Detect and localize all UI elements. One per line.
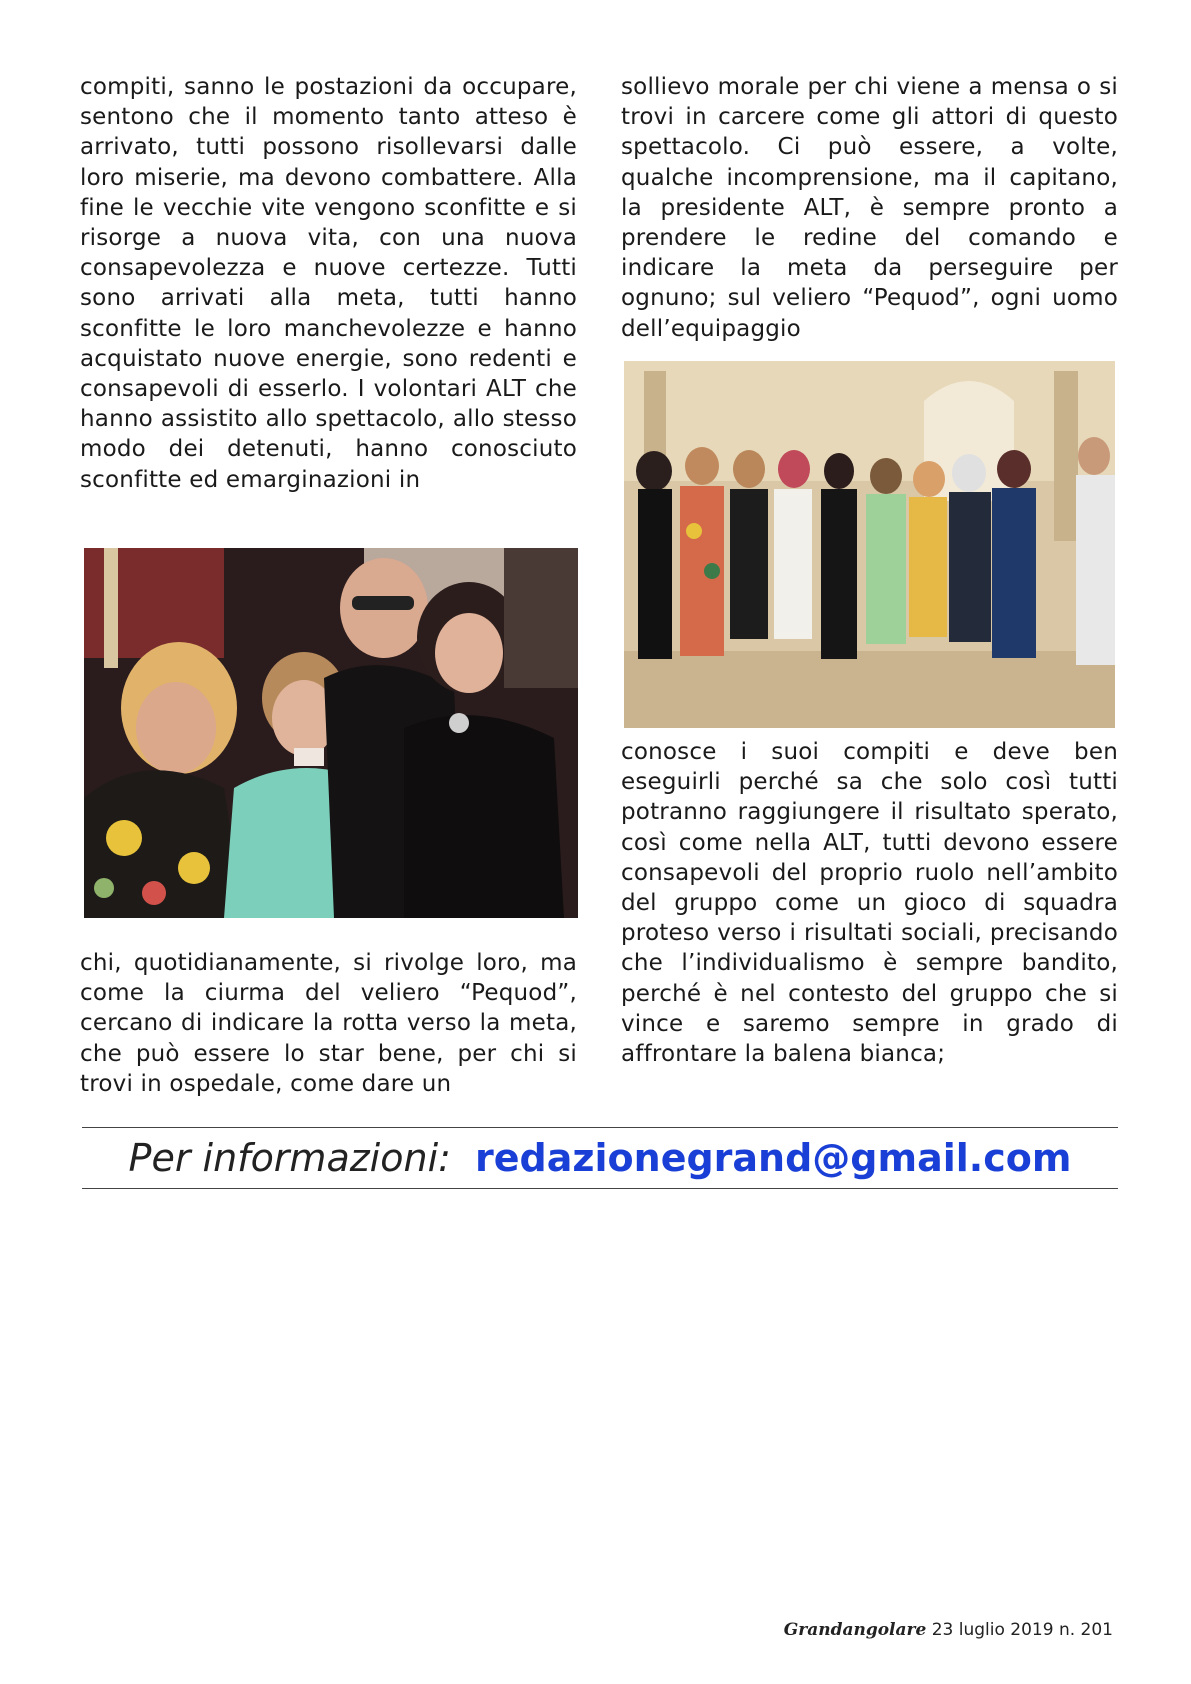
article-paragraph: conosce i suoi compiti e deve ben eseguirli perché sa che solo così tutti potranno raggiungere il risultato sperato, così come nella ALT, tutti devono essere consapevoli del proprio ruolo nell’ambito del gruppo come un gioco di squadra proteso verso i risultati sociali, precisando che l’individualismo è sempre bandito, perché è nel contesto del gruppo che si vince e saremo sempre in grado di affrontare la balena bianca; <box>621 739 1118 1068</box>
contact-banner <box>82 1129 1118 1187</box>
divider-bottom <box>82 1188 1118 1189</box>
page-footer <box>784 1620 1113 1640</box>
article-column-left-bottom <box>80 948 577 1099</box>
photo-illustration <box>624 361 1115 728</box>
divider-top <box>82 1127 1118 1128</box>
group-photo-small <box>84 548 578 918</box>
group-photo-large <box>624 361 1115 728</box>
article-paragraph: sollievo morale per chi viene a mensa o si trovi in carcere come gli attori di questo spettacolo. Ci può essere, a volte, qualche incomprensione, ma il capitano, la presidente ALT, è sempre pronto a prendere le redine del comando e indicare la meta da perseguire per ognuno; sul veliero “Pequod”, ogni uomo dell’equipaggio <box>621 74 1118 342</box>
article-column-right-top <box>621 72 1118 344</box>
article-column-left-top <box>80 72 577 495</box>
issue-info: 23 luglio 2019 n. 201 <box>931 1620 1113 1640</box>
photo-illustration <box>84 548 578 918</box>
article-paragraph: compiti, sanno le postazioni da occupare, sentono che il momento tanto atteso è arrivato, tutti possono risollevarsi dalle loro miserie, ma devono combattere. Alla fine le vecchie vite vengono sconfitte e si risorge a nuova vita, con una nuova consapevolezza e nuove certezze. Tutti sono arrivati alla meta, tutti hanno sconfitte le loro manchevolezze e hanno acquistato nuove energie, sono redenti e consapevoli di esserlo. I volontari ALT che hanno assistito allo spettacolo, allo stesso modo dei detenuti, hanno conosciuto sconfitte ed emarginazioni in <box>80 74 577 493</box>
article-paragraph: chi, quotidianamente, si rivolge loro, ma come la ciurma del veliero “Pequod”, cercano di indicare la rotta verso la meta, che può essere lo star bene, per chi si trovi in ospedale, come dare un <box>80 950 577 1097</box>
contact-label: Per informazioni: <box>128 1136 451 1180</box>
contact-email-link[interactable]: redazionegrand@gmail.com <box>475 1136 1072 1180</box>
article-column-right-bottom <box>621 737 1118 1069</box>
magazine-name: Grandangolare <box>783 1620 927 1640</box>
